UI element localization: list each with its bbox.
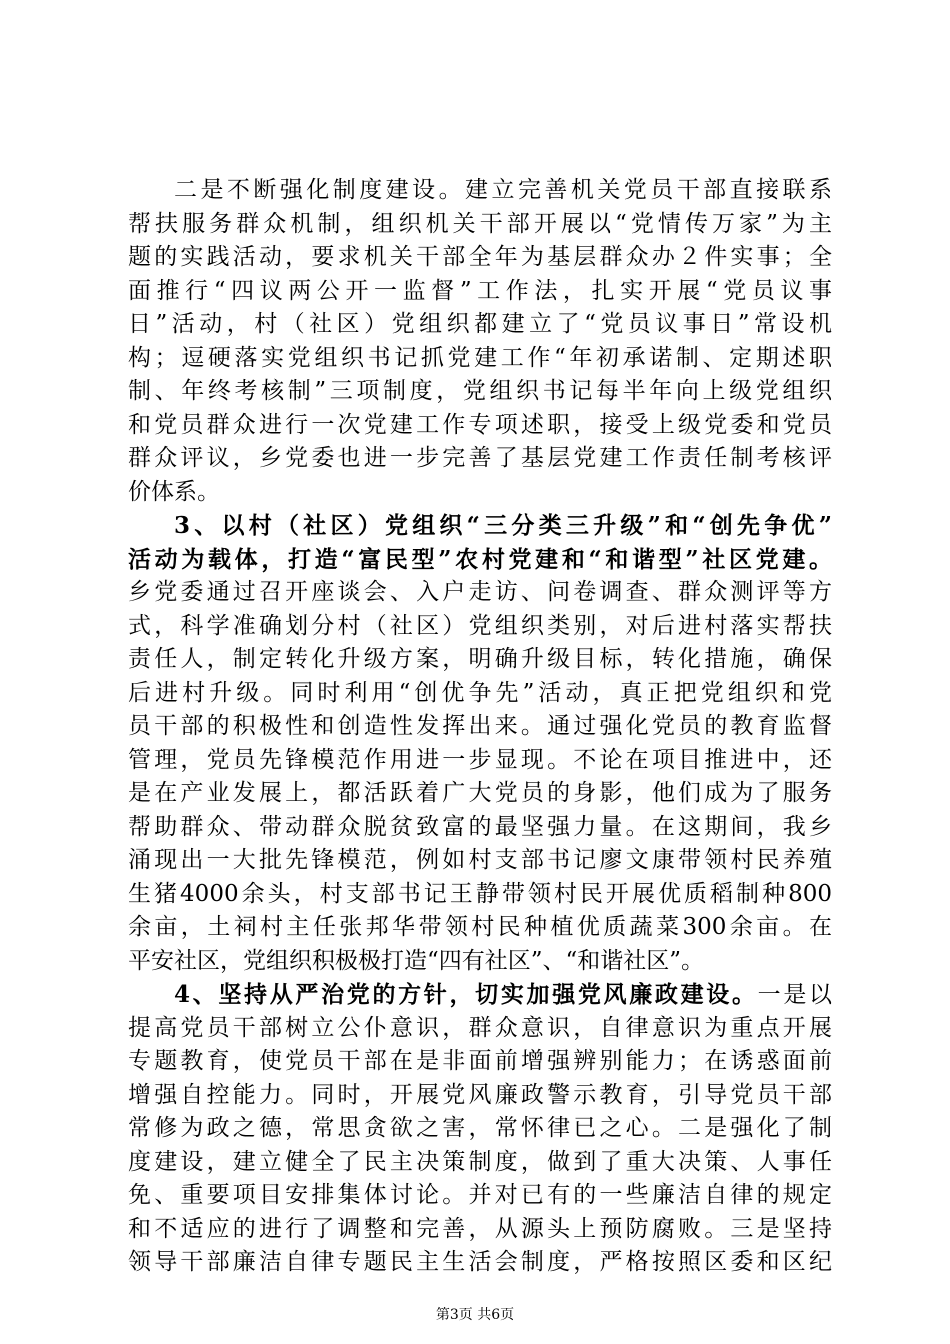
text-line: 构；逗硬落实党组织书记抓党建工作“年初承诺制、定期述职 — [128, 344, 832, 371]
text-line: 和不适应的进行了调整和完善，从源头上预防腐败。三是坚持 — [128, 1215, 832, 1242]
text-line — [128, 978, 832, 1012]
text-line: 免、重要项目安排集体讨论。并对已有的一些廉洁自律的规定 — [128, 1182, 832, 1208]
text-line: 度建设，建立健全了民主决策制度，做到了重大决策、人事任 — [128, 1148, 832, 1175]
text-line: 管理，党员先锋模范作用进一步显现。不论在项目推进中，还 — [128, 746, 832, 773]
text-line: 增强自控能力。同时，开展党风廉政警示教育，引导党员干部 — [128, 1081, 832, 1108]
text-line: 群众评议，乡党委也进一步完善了基层党建工作责任制考核评 — [128, 445, 832, 471]
text-line: 日”活动，村（社区）党组织都建立了“党员议事日”常设机 — [128, 311, 832, 337]
text-line: 帮助群众、带动群众脱贫致富的最坚强力量。在这期间，我乡 — [128, 813, 832, 840]
text-line: 提高党员干部树立公仆意识，群众意识，自律意识为重点开展 — [128, 1014, 832, 1041]
text-line: 后进村升级。同时利用“创优争先”活动，真正把党组织和党 — [128, 679, 832, 706]
text-line: 制、年终考核制”三项制度，党组织书记每半年向上级党组织 — [128, 378, 832, 404]
document-body — [128, 174, 832, 1280]
text-line: 二是不断强化制度建设。建立完善机关党员干部直接联系 — [174, 177, 832, 203]
text-line: 领导干部廉洁自律专题民主生活会制度，严格按照区委和区纪 — [128, 1249, 832, 1275]
text-run: 一是以 — [757, 982, 832, 1008]
text-line: 3、以村（社区）党组织“三分类三升级”和“创先争优” — [174, 512, 832, 539]
text-line: 题的实践活动，要求机关干部全年为基层群众办２件实事；全 — [128, 244, 832, 270]
page-footer: 第3页 共6页 — [435, 1307, 515, 1323]
bold-heading-run: 4、坚持从严治党的方针，切实加强党风廉政建设。 — [174, 981, 758, 1008]
text-line: 专题教育，使党员干部在是非面前增强辨别能力；在诱惑面前 — [128, 1048, 832, 1074]
text-line: 生猪4000余头，村支部书记王静带领村民开展优质稻制种800 — [128, 880, 832, 907]
text-line: 价体系。 — [128, 478, 220, 505]
text-line: 帮扶服务群众机制，组织机关干部开展以“党情传万家”为主 — [128, 210, 832, 237]
text-line: 平安社区，党组织积极极打造“四有社区”、“和谐社区”。 — [128, 947, 705, 974]
text-line: 员干部的积极性和创造性发挥出来。通过强化党员的教育监督 — [128, 713, 832, 739]
text-line: 乡党委通过召开座谈会、入户走访、问卷调查、群众测评等方 — [128, 579, 832, 605]
text-line: 面推行“四议两公开一监督”工作法，扎实开展“党员议事 — [128, 277, 832, 304]
text-line: 涌现出一大批先锋模范，例如村支部书记廖文康带领村民养殖 — [128, 847, 832, 873]
text-line: 和党员群众进行一次党建工作专项述职，接受上级党委和党员 — [128, 411, 832, 438]
text-line: 常修为政之德，常思贪欲之害，常怀律已之心。二是强化了制 — [128, 1115, 832, 1141]
text-line: 式，科学准确划分村（社区）党组织类别，对后进村落实帮扶 — [128, 612, 832, 639]
text-line: 责任人，制定转化升级方案，明确升级目标，转化措施，确保 — [128, 646, 832, 672]
text-line: 是在产业发展上，都活跃着广大党员的身影，他们成为了服务 — [128, 780, 832, 806]
text-line: 余亩，土祠村主任张邦华带领村民种植优质蔬菜300余亩。在 — [128, 914, 832, 940]
text-line: 活动为载体，打造“富民型”农村党建和“和谐型”社区党建。 — [128, 545, 832, 573]
